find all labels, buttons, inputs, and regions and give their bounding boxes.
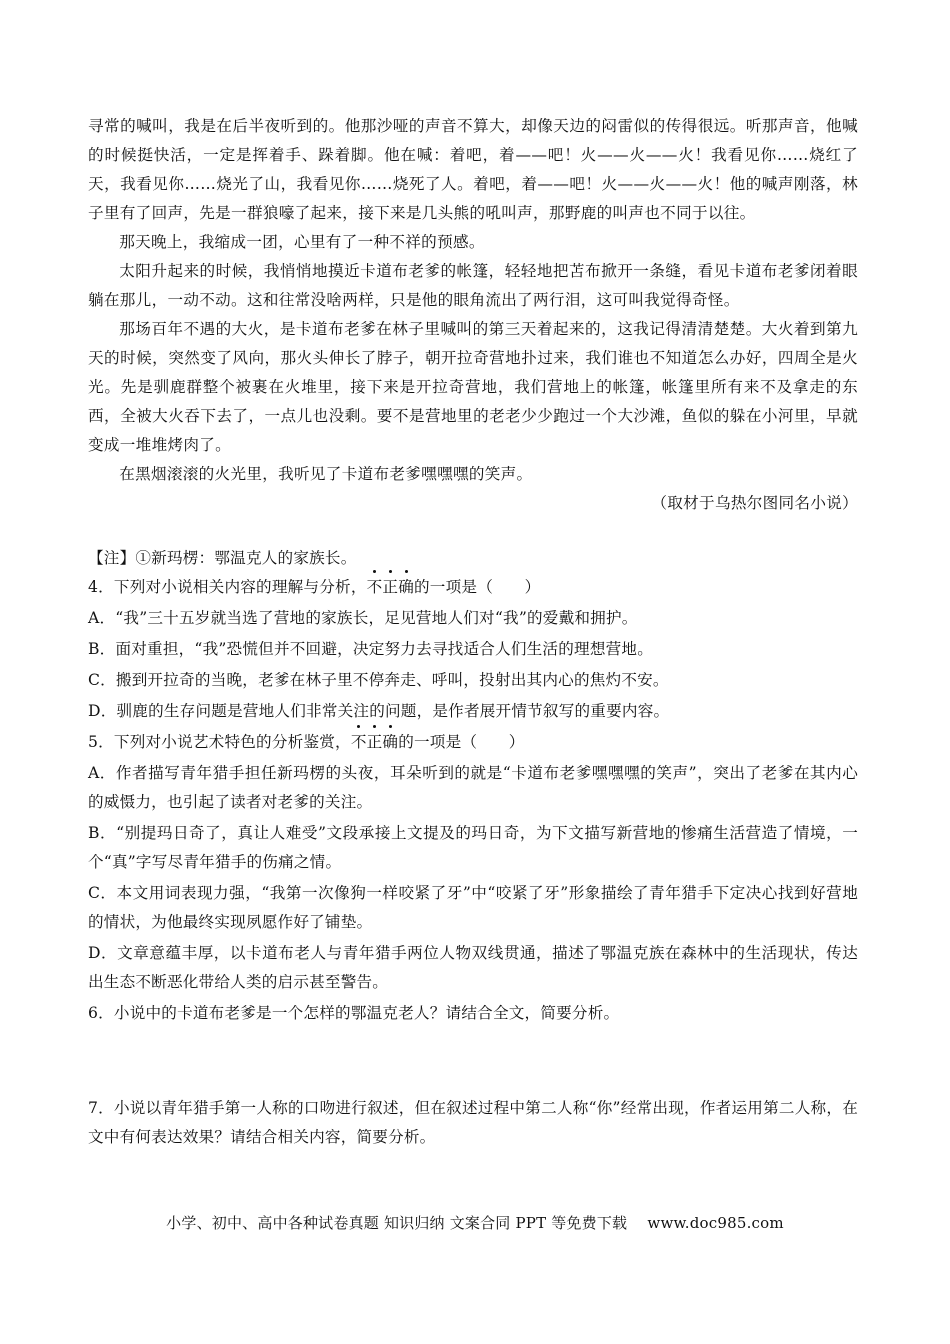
question-4-option-c: C．搬到开拉奇的当晚，老爹在林子里不停奔走、呼叫，投射出其内心的焦灼不安。 <box>88 671 669 689</box>
question-4-stem-before: 4．下列对小说相关内容的理解与分析， <box>88 578 367 596</box>
question-5-emphasis <box>351 733 398 751</box>
emphasis-char: 不 <box>367 573 383 602</box>
question-7: 7．小说以青年猎手第一人称的口吻进行叙述，但在叙述过程中第二人称“你”经常出现，作者运用第二人称，在文中有何表达效果？请结合相关内容，简要分析。 <box>88 1099 858 1146</box>
question-4-stem-after: 的一项是（ ） <box>414 578 541 596</box>
story-source: （取材于乌热尔图同名小说） <box>651 494 858 512</box>
story-paragraph-1: 寻常的喊叫，我是在后半夜听到的。他那沙哑的声音不算大，却像天边的闷雷似的传得很远。听那声音，他喊的时候挺快活，一定是挥着手、跺着脚。他在喊：着吧，着——吧！火——火——火！我看见你……烧红了天，我看见你……烧光了山，我看见你……烧死了人。着吧，着——吧！火——火——火！他的喊声刚落，林子里有了回声，先是一群狼嚎了起来，接下来是几头熊的吼叫声，那野鹿的叫声也不同于以往。 <box>88 117 858 222</box>
question-5-option-c: C．本文用词表现力强，“我第一次像狗一样咬紧了牙”中“咬紧了牙”形象描绘了青年猎手下定决心找到好营地的情状，为他最终实现夙愿作好了铺垫。 <box>88 884 858 931</box>
question-6: 6．小说中的卡道布老爹是一个怎样的鄂温克老人？请结合全文，简要分析。 <box>88 1004 620 1022</box>
emphasis-char: 正 <box>382 573 398 602</box>
emphasis-char: 不 <box>351 728 367 757</box>
emphasis-char: 正 <box>367 728 383 757</box>
question-7-block <box>88 1094 858 1152</box>
story-paragraph-4: 那场百年不遇的大火，是卡道布老爹在林子里喊叫的第三天着起来的，这我记得清清楚楚。大火着到第九天的时候，突然变了风向，那火头伸长了脖子，朝开拉奇营地扑过来，我们谁也不知道怎么办好，四周全是火光。先是驯鹿群整个被裹在火堆里，接下来是开拉奇营地，我们营地上的帐篷，帐篷里所有来不及拿走的东西，全被大火吞下去了，一点儿也没剩。要不是营地里的老老少少跑过一个大沙滩，鱼似的躲在小河里，早就变成一堆堆烤肉了。 <box>88 320 858 454</box>
emphasis-char: 确 <box>382 728 398 757</box>
question-5-option-d: D．文章意蕴丰厚，以卡道布老人与青年猎手两位人物双线贯通，描述了鄂温克族在森林中的生活现状，传达出生态不断恶化带给人类的启示甚至警告。 <box>88 944 858 991</box>
question-5-stem <box>88 728 858 757</box>
questions <box>88 544 858 1028</box>
question-4-option-d: D．驯鹿的生存问题是营地人们非常关注的问题，是作者展开情节叙写的重要内容。 <box>88 702 670 720</box>
question-4-option-a: A．“我”三十五岁就当选了营地的家族长，足见营地人们对“我”的爱戴和拥护。 <box>88 609 638 627</box>
question-5-stem-before: 5．下列对小说艺术特色的分析鉴赏， <box>88 733 351 751</box>
question-5-option-a: A．作者描写青年猎手担任新玛楞的头夜，耳朵听到的就是“卡道布老爹嘿嘿嘿的笑声”，突出了老爹在其内心的威慑力，也引起了读者对老爹的关注。 <box>88 764 858 811</box>
question-5-stem-after: 的一项是（ ） <box>398 733 525 751</box>
story-paragraph-3: 太阳升起来的时候，我悄悄地摸近卡道布老爹的帐篷，轻轻地把苫布掀开一条缝，看见卡道布老爹闭着眼躺在那儿，一动不动。这和往常没啥两样，只是他的眼角流出了两行泪，这可叫我觉得奇怪。 <box>88 262 858 309</box>
story-text <box>88 112 858 518</box>
question-5-option-b: B．“别提玛日奇了，真让人难受”文段承接上文提及的玛日奇，为下文描写新营地的惨痛生活营造了情境，一个“真”字写尽青年猎手的伤痛之情。 <box>88 824 858 871</box>
emphasis-char: 确 <box>398 573 414 602</box>
question-4-option-b: B．面对重担，“我”恐慌但并不回避，决定努力去寻找适合人们生活的理想营地。 <box>88 640 653 658</box>
question-4-emphasis <box>367 578 414 596</box>
story-paragraph-5: 在黑烟滚滚的火光里，我听见了卡道布老爹嘿嘿嘿的笑声。 <box>119 465 533 483</box>
note: 【注】①新玛楞：鄂温克人的家族长。 <box>88 549 357 567</box>
question-4-stem <box>88 573 858 602</box>
story-paragraph-2: 那天晚上，我缩成一团，心里有了一种不祥的预感。 <box>119 233 485 251</box>
footer-text: 小学、初中、高中各种试卷真题 知识归纳 文案合同 PPT 等免费下载 www.doc985.com <box>166 1214 784 1232</box>
